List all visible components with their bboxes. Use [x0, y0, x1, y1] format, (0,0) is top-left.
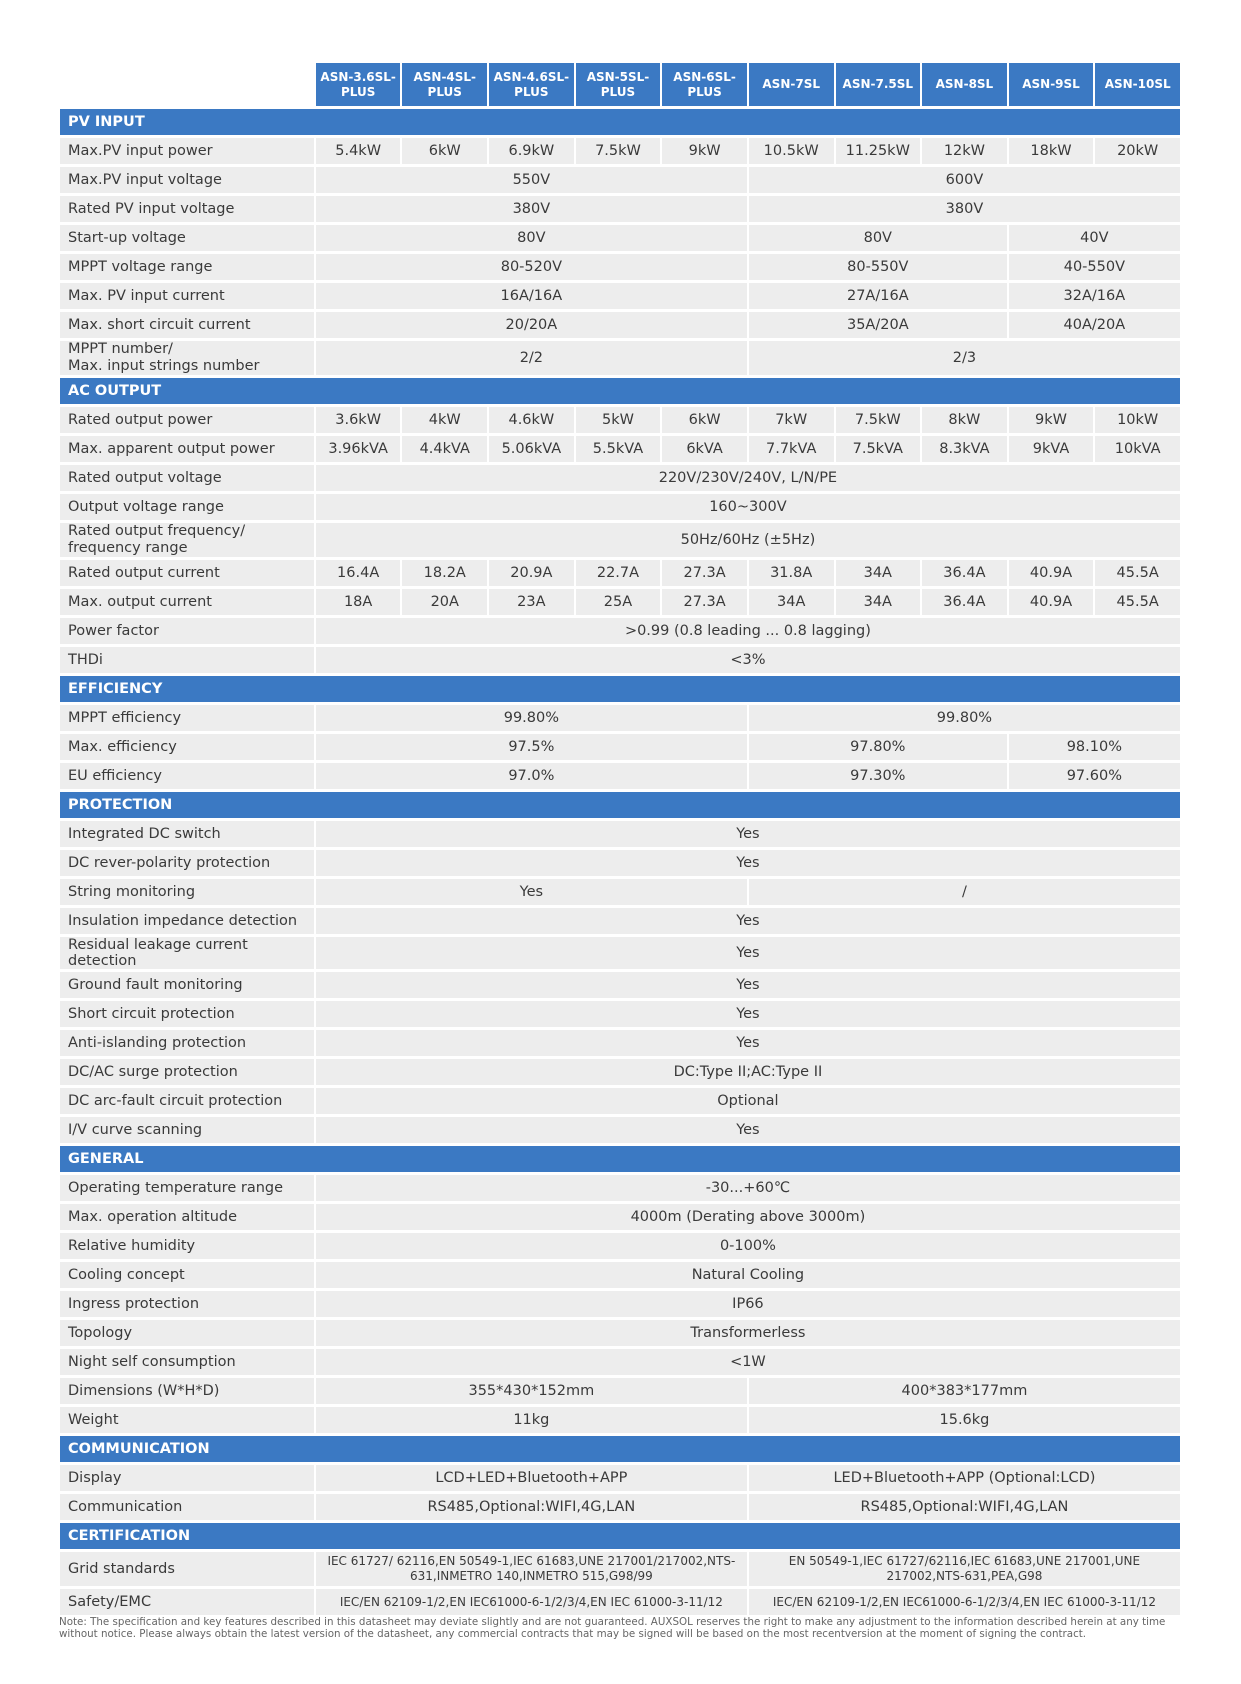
spec-row [60, 972, 1180, 998]
spec-value: 600V [749, 167, 1180, 193]
spec-row [60, 589, 1180, 615]
spec-row [60, 1407, 1180, 1433]
spec-value: 9kW [662, 138, 747, 164]
spec-sheet [60, 60, 1180, 1618]
spec-value: 2/2 [316, 341, 747, 375]
spec-value: LCD+LED+Bluetooth+APP [316, 1465, 747, 1491]
spec-value: 11.25kW [836, 138, 921, 164]
spec-row [60, 465, 1180, 491]
section-header [60, 792, 1180, 818]
spec-label: Max. output current [60, 589, 314, 615]
spec-value: / [749, 879, 1180, 905]
spec-row [60, 225, 1180, 251]
spec-value: 8.3kVA [922, 436, 1007, 462]
spec-row [60, 850, 1180, 876]
spec-value: <3% [316, 647, 1180, 673]
spec-label: Output voltage range [60, 494, 314, 520]
spec-value: >0.99 (0.8 leading ... 0.8 lagging) [316, 618, 1180, 644]
spec-label: Rated output frequency/ frequency range [60, 523, 314, 557]
spec-value: 45.5A [1095, 560, 1180, 586]
spec-row [60, 647, 1180, 673]
spec-row [60, 1204, 1180, 1230]
spec-value: 20/20A [316, 312, 747, 338]
spec-value: 220V/230V/240V, L/N/PE [316, 465, 1180, 491]
spec-value: 11kg [316, 1407, 747, 1433]
spec-label: String monitoring [60, 879, 314, 905]
spec-value: 16A/16A [316, 283, 747, 309]
spec-value: Yes [316, 879, 747, 905]
spec-value: 20kW [1095, 138, 1180, 164]
spec-label: Relative humidity [60, 1233, 314, 1259]
spec-label: Rated output voltage [60, 465, 314, 491]
spec-value: 32A/16A [1009, 283, 1180, 309]
spec-label: THDi [60, 647, 314, 673]
spec-row [60, 821, 1180, 847]
spec-value: Yes [316, 1030, 1180, 1056]
spec-value: 97.80% [749, 734, 1007, 760]
model-header: ASN-7.5SL [836, 63, 921, 106]
section-title: PROTECTION [60, 792, 1180, 818]
spec-value: Transformerless [316, 1320, 1180, 1346]
spec-row [60, 1465, 1180, 1491]
spec-value: 355*430*152mm [316, 1378, 747, 1404]
spec-row [60, 618, 1180, 644]
spec-row [60, 937, 1180, 969]
spec-value: 97.0% [316, 763, 747, 789]
spec-value: 15.6kg [749, 1407, 1180, 1433]
spec-row [60, 560, 1180, 586]
spec-row [60, 1291, 1180, 1317]
spec-row [60, 1494, 1180, 1520]
spec-value: IEC/EN 62109-1/2,EN IEC61000-6-1/2/3/4,EN IEC 61000-3-11/12 [749, 1589, 1180, 1615]
spec-label: Safety/EMC [60, 1589, 314, 1615]
section-title: COMMUNICATION [60, 1436, 1180, 1462]
spec-value: 400*383*177mm [749, 1378, 1180, 1404]
section-header [60, 1436, 1180, 1462]
section-header [60, 1146, 1180, 1172]
spec-value: 380V [749, 196, 1180, 222]
spec-label: Display [60, 1465, 314, 1491]
spec-body [60, 109, 1180, 1615]
spec-label: Power factor [60, 618, 314, 644]
spec-value: RS485,Optional:WIFI,4G,LAN [749, 1494, 1180, 1520]
spec-value: 80V [316, 225, 747, 251]
spec-row [60, 1088, 1180, 1114]
spec-label: Weight [60, 1407, 314, 1433]
spec-value: 99.80% [316, 705, 747, 731]
spec-value: 40V [1009, 225, 1180, 251]
spec-value: 3.6kW [316, 407, 401, 433]
spec-value: Natural Cooling [316, 1262, 1180, 1288]
spec-row [60, 1552, 1180, 1586]
spec-value: 4.4kVA [402, 436, 487, 462]
spec-value: 0-100% [316, 1233, 1180, 1259]
spec-value: 10.5kW [749, 138, 834, 164]
model-header: ASN-7SL [749, 63, 834, 106]
spec-value: Yes [316, 972, 1180, 998]
spec-value: RS485,Optional:WIFI,4G,LAN [316, 1494, 747, 1520]
spec-row [60, 167, 1180, 193]
section-title: AC OUTPUT [60, 378, 1180, 404]
spec-label: Max. efficiency [60, 734, 314, 760]
model-header: ASN-9SL [1009, 63, 1094, 106]
spec-table [58, 60, 1182, 1618]
spec-value: 97.30% [749, 763, 1007, 789]
section-title: PV INPUT [60, 109, 1180, 135]
spec-value: EN 50549-1,IEC 61727/62116,IEC 61683,UNE 217001,UNE 217002,NTS-631,PEA,G98 [749, 1552, 1180, 1586]
model-header: ASN-4.6SL- PLUS [489, 63, 574, 106]
spec-row [60, 283, 1180, 309]
spec-label: Max.PV input power [60, 138, 314, 164]
model-header: ASN-10SL [1095, 63, 1180, 106]
spec-row [60, 138, 1180, 164]
spec-value: 5.06kVA [489, 436, 574, 462]
spec-row [60, 436, 1180, 462]
spec-label: DC arc-fault circuit protection [60, 1088, 314, 1114]
spec-row [60, 254, 1180, 280]
spec-value: 20.9A [489, 560, 574, 586]
spec-value: 12kW [922, 138, 1007, 164]
spec-value: 7.5kVA [836, 436, 921, 462]
spec-label: Insulation impedance detection [60, 908, 314, 934]
section-title: GENERAL [60, 1146, 1180, 1172]
spec-row [60, 1378, 1180, 1404]
spec-label: Short circuit protection [60, 1001, 314, 1027]
spec-value: Yes [316, 1001, 1180, 1027]
spec-value: 98.10% [1009, 734, 1180, 760]
spec-value: 25A [576, 589, 661, 615]
spec-value: 7.7kVA [749, 436, 834, 462]
spec-label: Integrated DC switch [60, 821, 314, 847]
spec-value: 550V [316, 167, 747, 193]
spec-label: Start-up voltage [60, 225, 314, 251]
spec-value: 40.9A [1009, 560, 1094, 586]
spec-label: Max. PV input current [60, 283, 314, 309]
spec-value: 20A [402, 589, 487, 615]
spec-value: 10kVA [1095, 436, 1180, 462]
spec-value: 22.7A [576, 560, 661, 586]
spec-row [60, 908, 1180, 934]
spec-label: I/V curve scanning [60, 1117, 314, 1143]
spec-label: Communication [60, 1494, 314, 1520]
spec-label: Dimensions (W*H*D) [60, 1378, 314, 1404]
spec-row [60, 1262, 1180, 1288]
spec-value: 18.2A [402, 560, 487, 586]
spec-row [60, 1349, 1180, 1375]
spec-value: 8kW [922, 407, 1007, 433]
section-header [60, 1523, 1180, 1549]
spec-value: 4kW [402, 407, 487, 433]
model-header: ASN-5SL- PLUS [576, 63, 661, 106]
spec-value: Optional [316, 1088, 1180, 1114]
spec-label: Rated output current [60, 560, 314, 586]
spec-row [60, 1117, 1180, 1143]
spec-label: Max.PV input voltage [60, 167, 314, 193]
spec-row [60, 1175, 1180, 1201]
spec-label: Grid standards [60, 1552, 314, 1586]
spec-label: MPPT voltage range [60, 254, 314, 280]
spec-label: Rated PV input voltage [60, 196, 314, 222]
section-header [60, 109, 1180, 135]
spec-label: Cooling concept [60, 1262, 314, 1288]
spec-value: 9kVA [1009, 436, 1094, 462]
spec-value: 80V [749, 225, 1007, 251]
spec-row [60, 1589, 1180, 1615]
spec-value: 80-550V [749, 254, 1007, 280]
spec-label: Night self consumption [60, 1349, 314, 1375]
spec-value: 40-550V [1009, 254, 1180, 280]
model-header: ASN-6SL- PLUS [662, 63, 747, 106]
spec-row [60, 407, 1180, 433]
spec-label: Max. apparent output power [60, 436, 314, 462]
spec-label: Max. operation altitude [60, 1204, 314, 1230]
spec-row [60, 1030, 1180, 1056]
model-header: ASN-3.6SL- PLUS [316, 63, 401, 106]
spec-value: 35A/20A [749, 312, 1007, 338]
spec-row [60, 705, 1180, 731]
spec-row [60, 879, 1180, 905]
spec-value: -30...+60℃ [316, 1175, 1180, 1201]
spec-label: Max. short circuit current [60, 312, 314, 338]
spec-label: DC rever-polarity protection [60, 850, 314, 876]
header-blank-cell [60, 63, 314, 106]
spec-row [60, 523, 1180, 557]
spec-value: 380V [316, 196, 747, 222]
spec-value: 10kW [1095, 407, 1180, 433]
spec-value: 27.3A [662, 560, 747, 586]
spec-value: 34A [836, 560, 921, 586]
spec-row [60, 341, 1180, 375]
spec-label: Ground fault monitoring [60, 972, 314, 998]
spec-value: 7kW [749, 407, 834, 433]
spec-row [60, 196, 1180, 222]
spec-value: 40A/20A [1009, 312, 1180, 338]
spec-value: 6kW [662, 407, 747, 433]
section-header [60, 676, 1180, 702]
spec-value: 6.9kW [489, 138, 574, 164]
spec-value: 36.4A [922, 589, 1007, 615]
spec-row [60, 312, 1180, 338]
spec-label: DC/AC surge protection [60, 1059, 314, 1085]
spec-row [60, 1320, 1180, 1346]
spec-value: 3.96kVA [316, 436, 401, 462]
spec-value: 6kW [402, 138, 487, 164]
spec-value: 99.80% [749, 705, 1180, 731]
spec-value: 18A [316, 589, 401, 615]
spec-value: 5kW [576, 407, 661, 433]
spec-row [60, 734, 1180, 760]
disclaimer-note: Note: The specification and key features described in this datasheet may deviate slightly and are not guaranteed. AUXSOL reserves the right to make any adjustment to the information described herein at any time without notice. Please always obtain the latest version of the datasheet, any commercial contracts that may be signed will be based on the most recentversion at the moment of signing the contract. [59, 1616, 1166, 1640]
spec-value: Yes [316, 850, 1180, 876]
spec-value: 27.3A [662, 589, 747, 615]
spec-value: DC:Type II;AC:Type II [316, 1059, 1180, 1085]
spec-value: Yes [316, 908, 1180, 934]
spec-value: 4000m (Derating above 3000m) [316, 1204, 1180, 1230]
spec-value: 16.4A [316, 560, 401, 586]
spec-value: 97.60% [1009, 763, 1180, 789]
spec-value: 36.4A [922, 560, 1007, 586]
spec-value: IEC 61727/ 62116,EN 50549-1,IEC 61683,UNE 217001/217002,NTS-631,INMETRO 140,INMETRO 515,G98/99 [316, 1552, 747, 1586]
spec-value: 34A [749, 589, 834, 615]
spec-value: Yes [316, 1117, 1180, 1143]
spec-value: LED+Bluetooth+APP (Optional:LCD) [749, 1465, 1180, 1491]
spec-value: 5.5kVA [576, 436, 661, 462]
spec-value: 45.5A [1095, 589, 1180, 615]
section-header [60, 378, 1180, 404]
spec-row [60, 1233, 1180, 1259]
spec-row [60, 494, 1180, 520]
spec-label: Operating temperature range [60, 1175, 314, 1201]
spec-value: 5.4kW [316, 138, 401, 164]
spec-value: 160~300V [316, 494, 1180, 520]
spec-value: 7.5kW [836, 407, 921, 433]
spec-value: 18kW [1009, 138, 1094, 164]
spec-value: 31.8A [749, 560, 834, 586]
model-header: ASN-8SL [922, 63, 1007, 106]
spec-value: 27A/16A [749, 283, 1007, 309]
spec-label: Topology [60, 1320, 314, 1346]
spec-label: Rated output power [60, 407, 314, 433]
spec-label: EU efficiency [60, 763, 314, 789]
spec-label: Ingress protection [60, 1291, 314, 1317]
spec-label: MPPT efficiency [60, 705, 314, 731]
section-title: CERTIFICATION [60, 1523, 1180, 1549]
spec-value: 4.6kW [489, 407, 574, 433]
spec-label: MPPT number/ Max. input strings number [60, 341, 314, 375]
spec-value: IP66 [316, 1291, 1180, 1317]
model-header: ASN-4SL- PLUS [402, 63, 487, 106]
spec-value: 7.5kW [576, 138, 661, 164]
spec-value: 6kVA [662, 436, 747, 462]
spec-value: IEC/EN 62109-1/2,EN IEC61000-6-1/2/3/4,EN IEC 61000-3-11/12 [316, 1589, 747, 1615]
spec-value: 23A [489, 589, 574, 615]
section-title: EFFICIENCY [60, 676, 1180, 702]
spec-value: 40.9A [1009, 589, 1094, 615]
spec-row [60, 1001, 1180, 1027]
spec-value: 50Hz/60Hz (±5Hz) [316, 523, 1180, 557]
spec-value: Yes [316, 937, 1180, 969]
spec-value: 9kW [1009, 407, 1094, 433]
spec-label: Anti-islanding protection [60, 1030, 314, 1056]
spec-value: 97.5% [316, 734, 747, 760]
model-header-row [60, 63, 1180, 106]
spec-value: 2/3 [749, 341, 1180, 375]
spec-row [60, 1059, 1180, 1085]
spec-value: Yes [316, 821, 1180, 847]
spec-label: Residual leakage current detection [60, 937, 314, 969]
spec-value: 34A [836, 589, 921, 615]
spec-row [60, 763, 1180, 789]
spec-value: <1W [316, 1349, 1180, 1375]
spec-value: 80-520V [316, 254, 747, 280]
